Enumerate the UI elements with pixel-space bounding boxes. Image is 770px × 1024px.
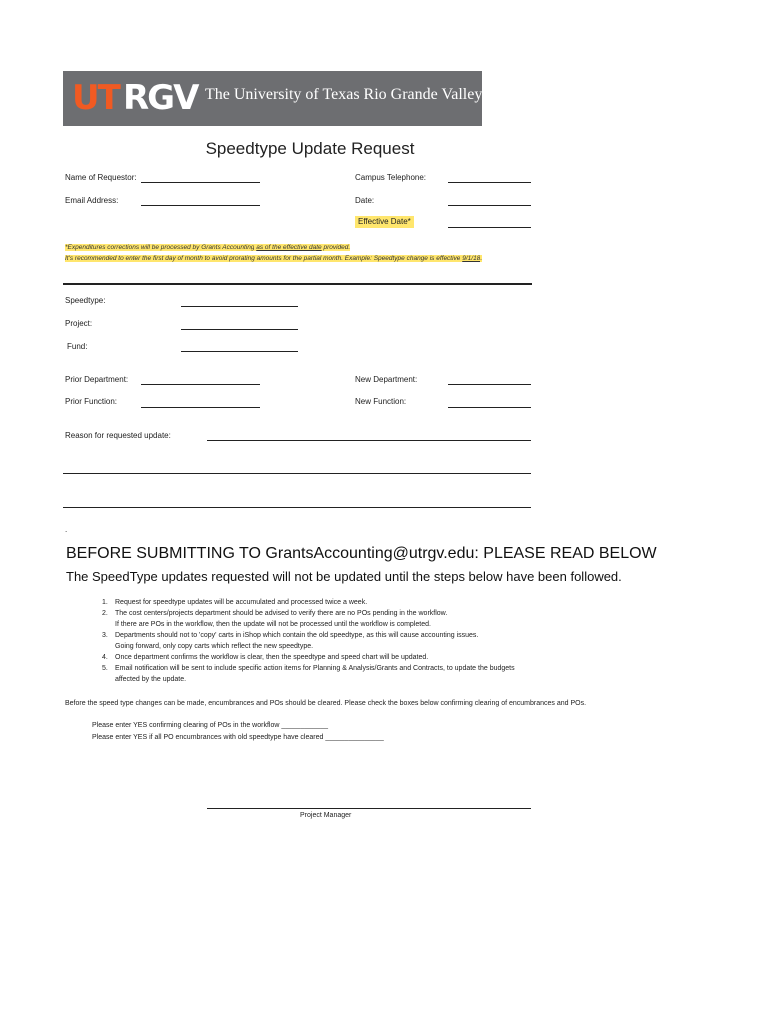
date-field[interactable] [448, 205, 531, 206]
logo-university-name: The University of Texas Rio Grande Valley [205, 86, 483, 103]
list-item [102, 597, 515, 608]
effective-date-note-2 [65, 254, 482, 263]
list-item-continuation: Going forward, only copy carts which reflect the new speedtype. [115, 643, 314, 650]
reason-field-line-1[interactable] [207, 440, 531, 441]
list-item-number: 3. [102, 632, 108, 639]
logo-ut-text: UT [72, 78, 119, 118]
note-1-post: provided. [323, 244, 351, 251]
new-department-field[interactable] [448, 384, 531, 385]
project-manager-signature-line[interactable] [207, 808, 531, 809]
reason-field-line-2[interactable] [63, 473, 531, 474]
instructions-list [102, 597, 515, 685]
list-item [102, 608, 515, 630]
list-item [102, 652, 515, 663]
speedtype-field[interactable] [181, 306, 298, 307]
prior-department-field[interactable] [141, 384, 260, 385]
note-2-date: 9/1/18 [462, 255, 481, 262]
reason-field-line-3[interactable] [63, 507, 531, 508]
email-field[interactable] [141, 205, 260, 206]
campus-phone-label: Campus Telephone: [355, 173, 427, 182]
effective-date-note-1 [65, 243, 350, 252]
fund-field[interactable] [181, 351, 298, 352]
prior-department-label: Prior Department: [65, 375, 129, 384]
list-item-text: Once department confirms the workflow is clear, then the speedtype and speed chart will be updated. [115, 654, 429, 661]
note-2-text: It's recommended to enter the first day of month to avoid prorating amounts for the partial month. Example: Speedtype change is effective [65, 255, 461, 262]
list-item [102, 663, 515, 685]
list-item-number: 4. [102, 654, 108, 661]
date-label: Date: [355, 196, 375, 205]
new-department-label: New Department: [355, 375, 418, 384]
instructions-heading: BEFORE SUBMITTING TO GrantsAccounting@utrgv.edu: PLEASE READ BELOW [66, 545, 657, 562]
effective-date-label: Effective Date* [355, 216, 414, 228]
list-item [102, 630, 515, 652]
list-item-number: 5. [102, 665, 108, 672]
speedtype-label: Speedtype: [65, 296, 106, 305]
email-label: Email Address: [65, 196, 119, 205]
note-1-text: *Expenditures corrections will be processed by Grants Accounting [65, 244, 255, 251]
list-item-text: Departments should not to 'copy' carts in iShop which contain the old speedtype, as this will cause accounting issues. [115, 632, 479, 639]
list-item-number: 2. [102, 610, 108, 617]
before-submitting-text: Before the speed type changes can be made, encumbrances and POs should be cleared. Please check the boxes below confirming clearing of encumbrances and POs. [65, 700, 587, 707]
reason-label: Reason for requested update: [65, 431, 171, 440]
instructions-subheading: The SpeedType updates requested will not be updated until the steps below have been followed. [66, 569, 622, 584]
prior-function-field[interactable] [141, 407, 260, 408]
new-function-field[interactable] [448, 407, 531, 408]
list-item-continuation: If there are POs in the workflow, then the update will not be processed until the workflow is completed. [115, 621, 431, 628]
list-item-text: Request for speedtype updates will be accumulated and processed twice a week. [115, 599, 368, 606]
section-divider [63, 283, 532, 285]
effective-date-field[interactable] [448, 227, 531, 228]
requestor-label: Name of Requestor: [65, 173, 137, 182]
list-item-number: 1. [102, 599, 108, 606]
requestor-field[interactable] [141, 182, 260, 183]
project-manager-label: Project Manager [300, 812, 352, 819]
stray-dot: . [65, 525, 68, 534]
new-function-label: New Function: [355, 397, 407, 406]
note-1-underline: as of the effective date [256, 244, 322, 251]
list-item-text: Email notification will be sent to include specific action items for Planning & Analysis/Grants and Contracts, to update the budgets [115, 665, 515, 672]
form-title: Speedtype Update Request [205, 139, 415, 158]
po-workflow-confirmation[interactable]: Please enter YES confirming clearing of POs in the workflow ____________ [92, 722, 329, 729]
note-2-post: . [480, 255, 483, 262]
list-item-continuation: affected by the update. [115, 676, 187, 683]
po-encumbrance-confirmation[interactable]: Please enter YES if all PO encumbrances with old speedtype have cleared _______________ [92, 734, 384, 741]
campus-phone-field[interactable] [448, 182, 531, 183]
project-field[interactable] [181, 329, 298, 330]
fund-label: Fund: [67, 342, 88, 351]
logo-rgv-text: RGV [123, 78, 198, 118]
project-label: Project: [65, 319, 93, 328]
prior-function-label: Prior Function: [65, 397, 118, 406]
list-item-text: The cost centers/projects department should be advised to verify there are no POs pending in the workflow. [115, 610, 448, 617]
